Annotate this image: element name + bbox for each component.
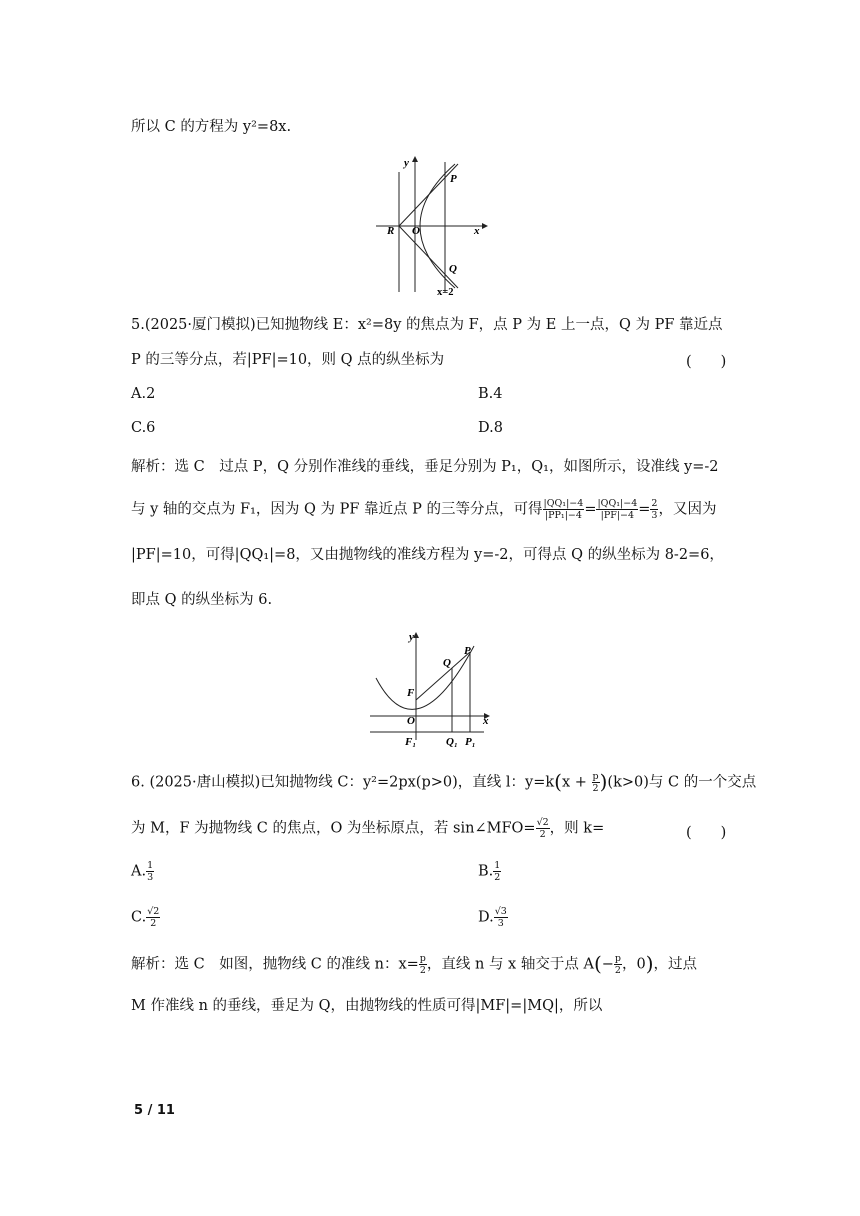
- solution-5-line1: 解析：选 C 过点 P，Q 分别作准线的垂线，垂足分别为 P₁，Q₁，如图所示，设准线 y=-2: [131, 459, 719, 475]
- solution-text: 与 y 轴的交点为 F₁，因为 Q 为 PF 靠近点 P 的三等分点，可得: [131, 501, 543, 518]
- origin-label: O: [412, 225, 420, 237]
- frac-num: p: [592, 771, 599, 782]
- option-b: B. $\frac{1}{2}$: [478, 860, 501, 883]
- solution-5-line2: 与 y 轴的交点为 F₁，因为 Q 为 PF 靠近点 P 的三等分点，可得 $\frac{\text{|QQ₁|−4}}{\text{|PP₁|−4}}$ = $\frac{\text{|QQ₁|−4}}{|PF|-4}$ = $\frac{2}{3}$ ，又因为: [131, 498, 717, 521]
- point-p1-label: P₁: [465, 736, 476, 748]
- frac-num: |QQ₁|−4: [597, 498, 638, 509]
- point-f1-label: F₁: [405, 736, 417, 748]
- frac-num: |QQ₁|−4: [543, 498, 584, 509]
- point-q-label: Q: [449, 263, 457, 275]
- text-line: 所以 C 的方程为 y²=8x.: [131, 119, 292, 135]
- question-6-stem-line2: [131, 817, 731, 840]
- stem-text: 为 M，F 为抛物线 C 的焦点，O 为坐标原点，若 sin∠MFO=: [131, 820, 536, 837]
- option-d: D.8: [478, 420, 503, 436]
- parabola-figure-1: [370, 152, 490, 300]
- stem-text: x +: [561, 774, 592, 791]
- solution-text: ，过点: [653, 956, 698, 973]
- frac-den: 2: [539, 829, 546, 840]
- stem-text: (k>0)与 C 的一个交点: [607, 774, 757, 791]
- frac-den: 2: [592, 783, 599, 794]
- y-axis-label: y: [404, 157, 409, 169]
- solution-6-line2: M 作准线 n 的垂线，垂足为 Q，由抛物线的性质可得|MF|=|MQ|，所以: [131, 998, 603, 1014]
- answer-blank: ( ): [686, 354, 727, 370]
- page-number: 5 / 11: [134, 1103, 175, 1118]
- frac-den: |PP₁|−4: [544, 510, 582, 521]
- answer-blank: ( ): [686, 825, 727, 841]
- point-q-label: Q: [443, 657, 451, 669]
- stem-text: ，则 k=: [549, 820, 605, 837]
- option-c: C. $\frac{√2}{2}$: [131, 906, 160, 929]
- fraction: [592, 771, 600, 794]
- solution-text: ，直线 n 与 x 轴交于点 A: [426, 956, 594, 973]
- point-q1-label: Q₁: [446, 736, 458, 748]
- solution-text: 解析：选 C 如图，抛物线 C 的准线 n：x=: [131, 956, 419, 973]
- question-5-stem-line2: P 的三等分点，若|PF|=10，则 Q 点的纵坐标为: [131, 352, 445, 368]
- y-axis-label: y: [409, 631, 414, 643]
- x-axis-label: x: [483, 715, 489, 727]
- focus-label: F: [407, 687, 415, 699]
- option-a: A. $\frac{1}{3}$: [131, 860, 154, 883]
- option-a: A.2: [131, 386, 156, 402]
- stem-text: 6. (2025·唐山模拟)已知抛物线 C：y²=2px(p>0)，直线 l：y=k: [131, 774, 555, 791]
- option-c: C.6: [131, 420, 156, 436]
- solution-6-line1: 解析：选 C 如图，抛物线 C 的准线 n：x= $\frac{p}{2}$ ，直线 n 与 x 轴交于点 A(− $\frac{p}{2}$ ，0)，过点: [131, 951, 698, 976]
- option-b: B.4: [478, 386, 503, 402]
- solution-5-line3: |PF|=10，可得|QQ₁|=8，又由抛物线的准线方程为 y=-2，可得点 Q 的纵坐标为 8-2=6，: [131, 547, 724, 563]
- origin-label: O: [407, 715, 415, 727]
- point-p-label: P: [450, 173, 457, 185]
- solution-text: ，又因为: [658, 501, 717, 518]
- option-d: D. $\frac{√3}{3}$: [478, 906, 507, 929]
- question-5-stem-line1: 5.(2025·厦门模拟)已知抛物线 E：x²=8y 的焦点为 F，点 P 为 E 上一点，Q 为 PF 靠近点: [131, 317, 723, 333]
- parabola-figure-2: [366, 628, 496, 750]
- frac-num: 2: [651, 498, 658, 509]
- frac-num: √2: [536, 817, 549, 828]
- frac-den: |PF|−4: [600, 510, 635, 521]
- fraction: [596, 498, 638, 521]
- x-axis-label: x: [474, 225, 480, 237]
- fraction: $\frac{p}{2}$: [419, 953, 426, 976]
- solution-5-line4: 即点 Q 的纵坐标为 6.: [131, 592, 273, 608]
- fraction: [536, 817, 550, 840]
- point-p-label: P: [464, 645, 471, 657]
- line-x2-label: x=2: [437, 287, 454, 298]
- fraction: [543, 498, 585, 521]
- question-6-stem-line1: 6. (2025·唐山模拟)已知抛物线 C：y²=2px(p>0)，直线 l：y=k(x + $\frac{p}{2}$ )(k>0)与 C 的一个交点: [131, 769, 757, 794]
- point-r-label: R: [387, 225, 395, 237]
- frac-den: 3: [651, 510, 658, 521]
